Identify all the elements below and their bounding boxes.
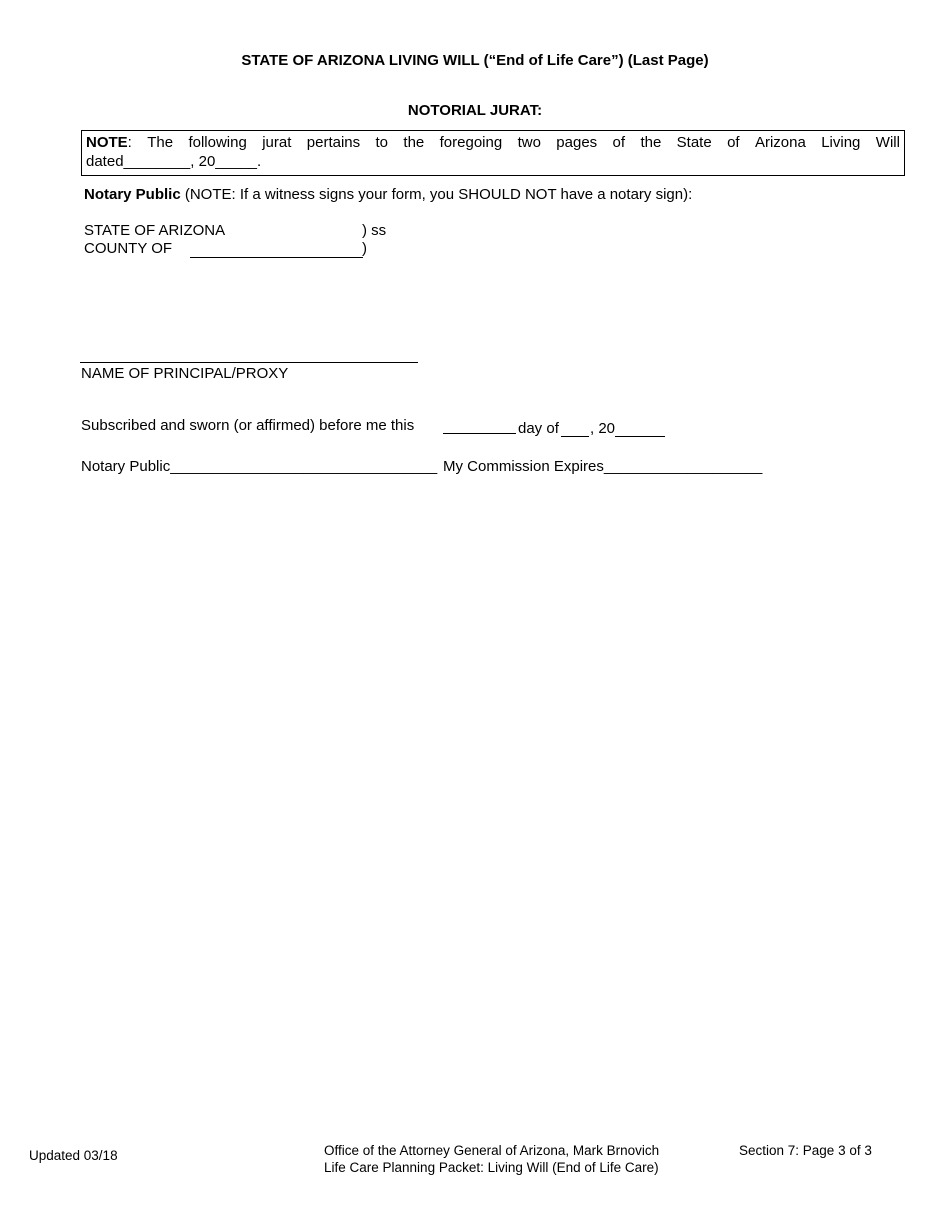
note-line-2: dated________, 20_____. (86, 153, 262, 170)
year-prefix: , 20 (590, 420, 616, 437)
note-word: following (188, 134, 247, 151)
year-blank[interactable] (615, 436, 665, 437)
day-of-text: day of (518, 420, 559, 437)
note-word: State (676, 134, 712, 151)
footer-page-number: Section 7: Page 3 of 3 (739, 1143, 872, 1158)
note-word: pages (556, 134, 598, 151)
principal-label: NAME OF PRINCIPAL/PROXY (81, 365, 289, 382)
principal-signature-line[interactable] (80, 362, 418, 363)
subscribed-text: Subscribed and sworn (or affirmed) before me this (81, 417, 415, 434)
notary-instruction-label: Notary Public (84, 186, 181, 203)
note-word: Arizona (754, 134, 806, 151)
note-box (81, 130, 905, 176)
footer-office-line-2: Life Care Planning Packet: Living Will (End of Life Care) (324, 1160, 659, 1175)
note-label-wrap: NOTE: (86, 134, 132, 151)
note-word: the (403, 134, 425, 151)
footer-updated: Updated 03/18 (29, 1148, 118, 1163)
note-word: of (727, 134, 740, 151)
note-word: The (147, 134, 174, 151)
county-line[interactable] (190, 257, 363, 258)
note-word: jurat (262, 134, 292, 151)
section-title: NOTORIAL JURAT: (407, 102, 543, 119)
month-blank[interactable] (561, 436, 589, 437)
venue-state: STATE OF ARIZONA (84, 222, 226, 239)
venue-ss: ) ss (362, 222, 387, 239)
note-line-1 (86, 133, 900, 152)
note-word: two (517, 134, 541, 151)
page-title: STATE OF ARIZONA LIVING WILL (“End of Life Care”) (Last Page) (241, 52, 709, 69)
note-label: NOTE (86, 134, 128, 151)
note-word: of (612, 134, 626, 151)
note-word: pertains (306, 134, 361, 151)
note-word: to (375, 134, 389, 151)
venue-county-close: ) (362, 240, 367, 257)
notary-public-line: Notary Public________________________________ (81, 458, 438, 475)
venue-county: COUNTY OF (84, 240, 173, 257)
note-word: Living (821, 134, 861, 151)
note-word: foregoing (439, 134, 503, 151)
note-word: the (640, 134, 662, 151)
note-word: Will (875, 134, 900, 151)
commission-expires: My Commission Expires___________________ (443, 458, 763, 475)
notary-instruction (84, 186, 692, 203)
day-blank[interactable] (443, 433, 516, 434)
notary-instruction-text: (NOTE: If a witness signs your form, you SHOULD NOT have a notary sign): (184, 186, 693, 203)
footer-office-line-1: Office of the Attorney General of Arizona, Mark Brnovich (324, 1143, 660, 1158)
